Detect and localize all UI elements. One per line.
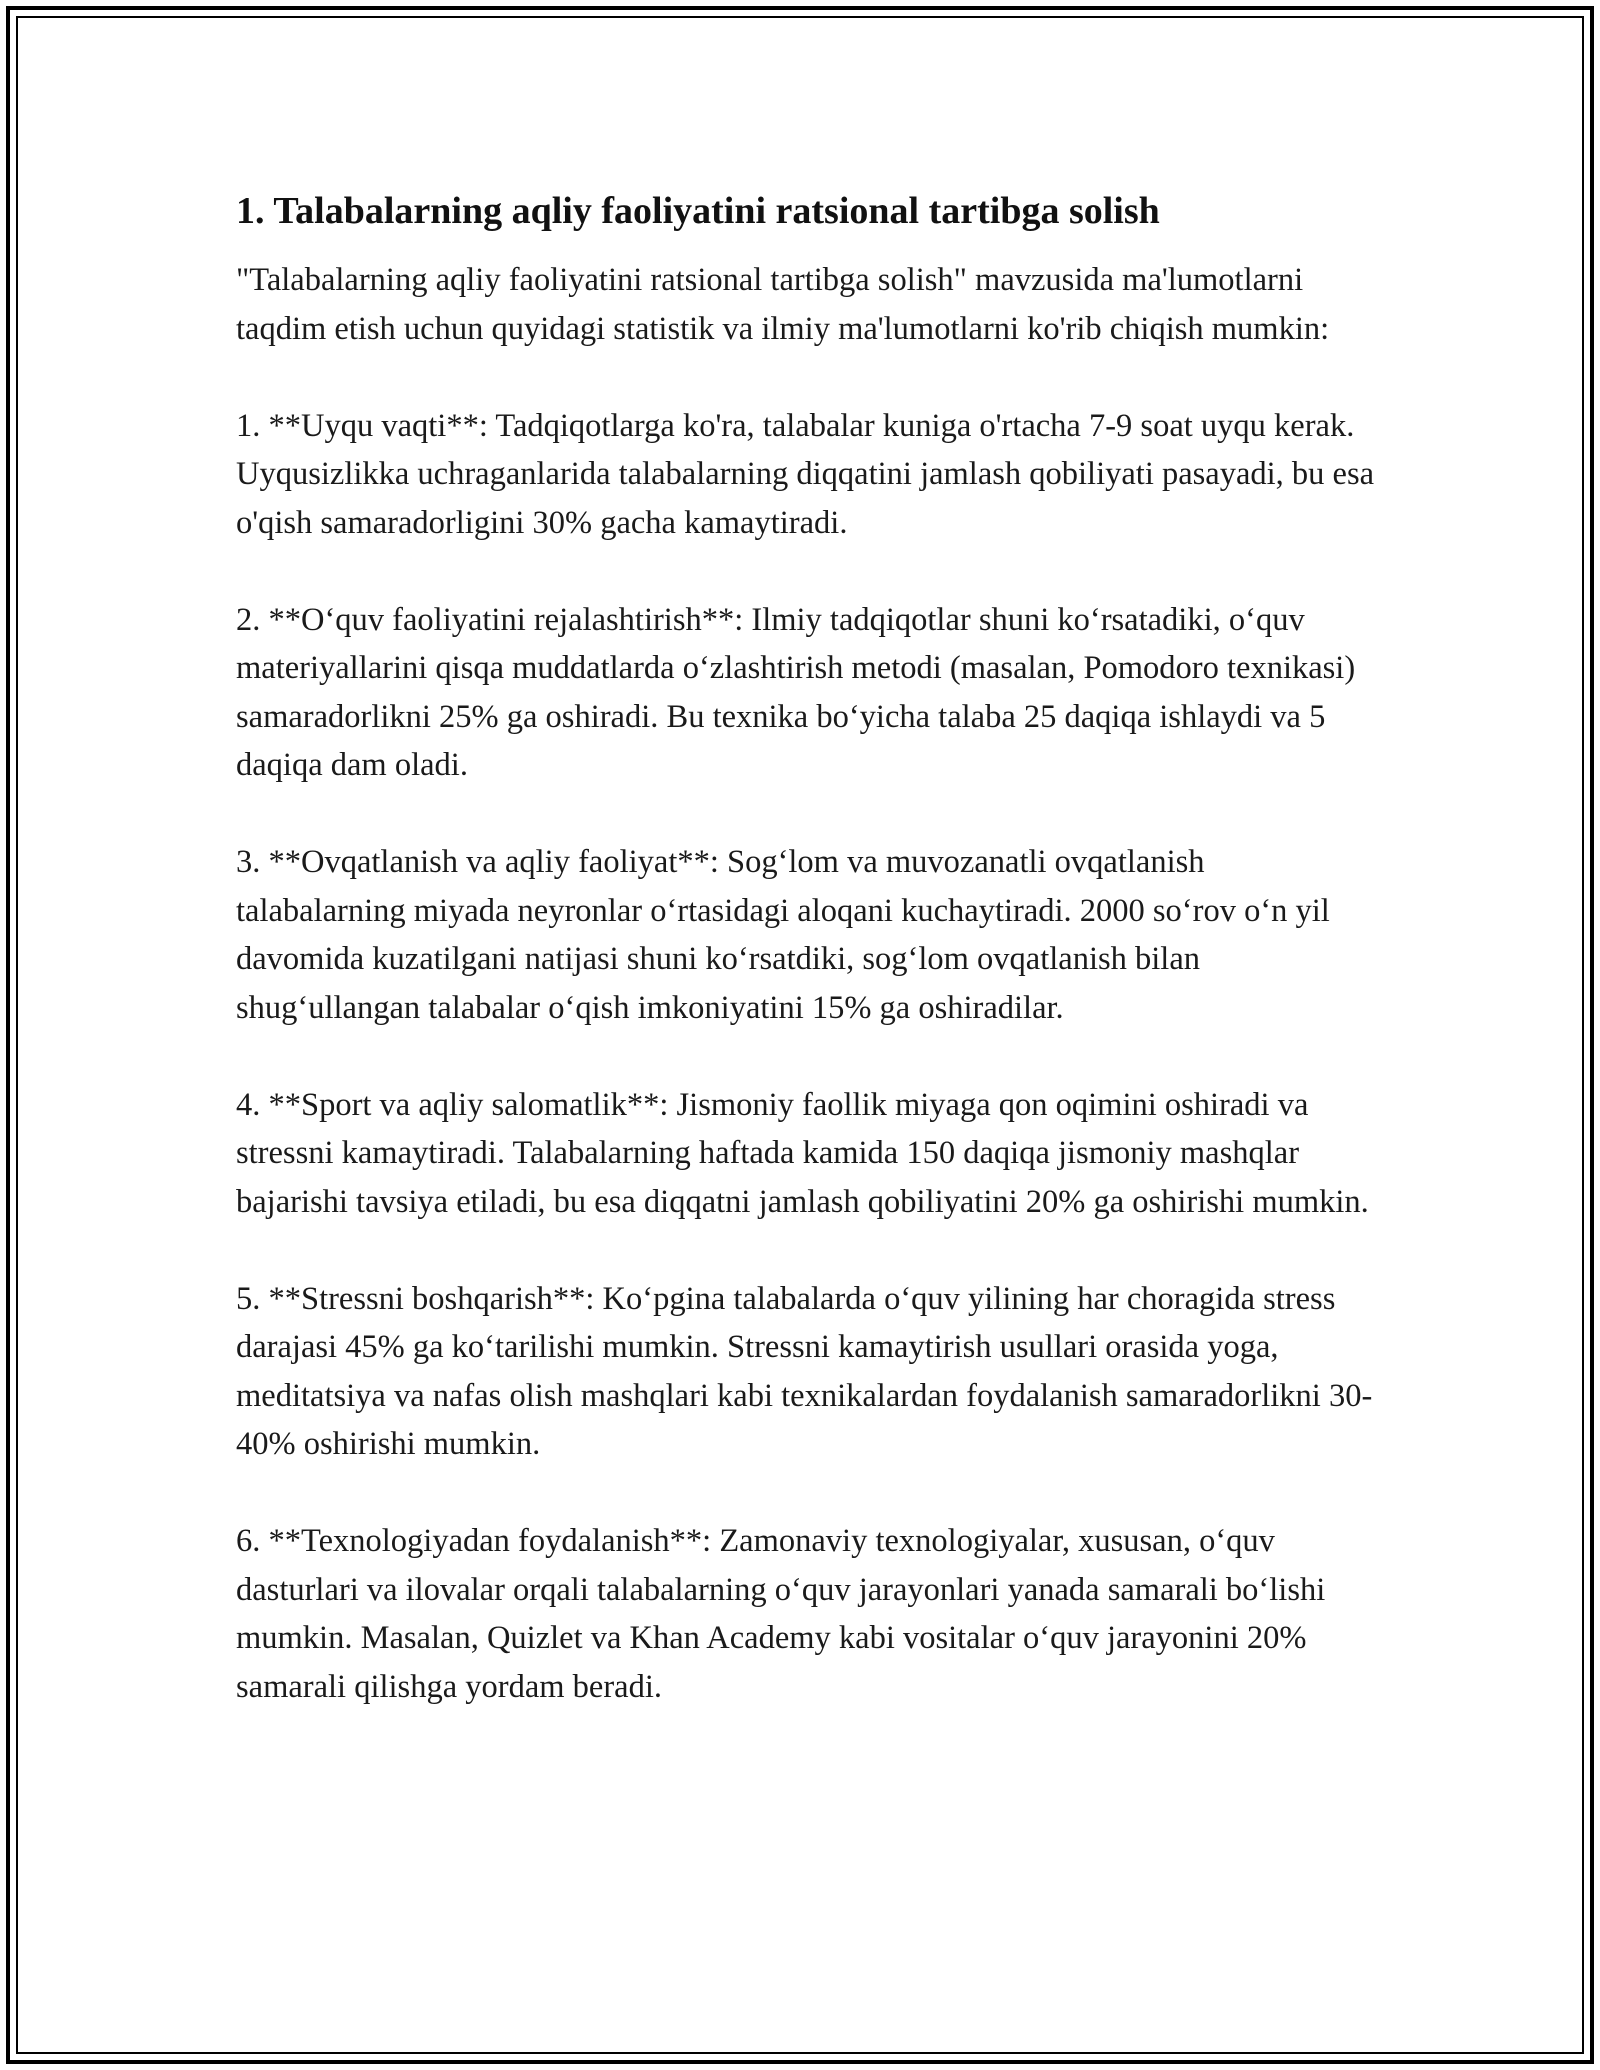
paragraph-sleep: 1. **Uyqu vaqti**: Tadqiqotlarga ko'ra, talabalar kuniga o'rtacha 7-9 soat uyqu kerak. Uyqusizlikka uchraganlarida talabalarning diqqatini jamlash qobiliyati pasayadi, bu esa o'qish samaradorligini 30% gacha kamaytiradi. (236, 407, 1375, 541)
intro-paragraph: "Talabalarning aqliy faoliyatini ratsional tartibga solish" mavzusida ma'lumotlarni taqdim etish uchun quyidagi statistik va ilmiy ma'lumotlarni ko'rib chiqish mumkin: (236, 262, 1330, 347)
paragraph-sport: 4. **Sport va aqliy salomatlik**: Jismoniy faollik miyaga qon oqimini oshiradi va stressni kamaytiradi. Talabalarning haftada kamida 150 daqiqa jismoniy mashqlar bajarishi tavsiya etiladi, bu esa diqqatni jamlash qobiliyatini 20% ga oshirishi mumkin. (236, 1086, 1369, 1220)
paragraph-study-planning: 2. **O‘quv faoliyatini rejalashtirish**: Ilmiy tadqiqotlar shuni ko‘rsatadiki, o‘quv materiyallarini qisqa muddatlarda o‘zlashtirish metodi (masalan, Pomodoro texnikasi) samaradorlikni 25% ga oshiradi. Bu texnika bo‘yicha talaba 25 daqiqa ishlaydi va 5 daqiqa dam oladi. (236, 601, 1356, 783)
paragraph-stress: 5. **Stressni boshqarish**: Ko‘pgina talabalarda o‘quv yilining har choragida stress darajasi 45% ga ko‘tarilishi mumkin. Stressni kamaytirish usullari orasida yoga, meditatsiya va nafas olish mashqlari kabi texnikalardan foydalanish samaradorlikni 30-40% oshirishi mumkin. (236, 1280, 1373, 1462)
document-title: 1. Talabalarning aqliy faoliyatini ratsional tartibga solish (236, 190, 1160, 232)
document-body (236, 186, 1376, 1760)
paragraph-nutrition: 3. **Ovqatlanish va aqliy faoliyat**: Sog‘lom va muvozanatli ovqatlanish talabalarning miyada neyronlar o‘rtasidagi aloqani kuchaytiradi. 2000 so‘rov o‘n yil davomida kuzatilgani natijasi shuni ko‘rsatdiki, sog‘lom ovqatlanish bilan shug‘ullangan talabalar o‘qish imkoniyatini 15% ga oshiradilar. (236, 844, 1330, 1026)
paragraph-technology: 6. **Texnologiyadan foydalanish**: Zamonaviy texnologiyalar, xususan, o‘quv dasturlari va ilovalar orqali talabalarning o‘quv jarayonlari yanada samarali bo‘lishi mumkin. Masalan, Quizlet va Khan Academy kabi vositalar o‘quv jarayonini 20% samarali qilishga yordam beradi. (236, 1523, 1326, 1705)
